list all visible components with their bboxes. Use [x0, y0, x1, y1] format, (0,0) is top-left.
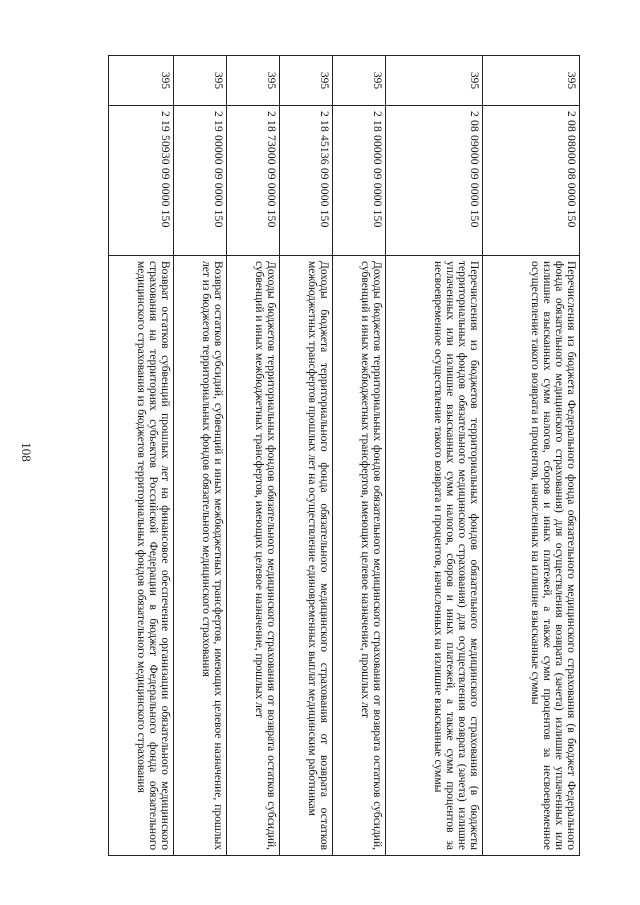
table-row [109, 56, 174, 856]
description-cell: Возврат остатков субвенций прошлых лет на финансовое обеспечение организации обязательного медицинского страхования на территориях субъектов Российской Федерации в бюджет Федерального фонда обязательного медицинского страхования из бюджетов территориальных фондов обязательного медицинского страхования [109, 256, 174, 856]
budget-code-cell: 2 18 00000 09 0000 150 [333, 106, 386, 256]
description-cell: Доходы бюджета территориального фонда обязательного медицинского страхования от возврата остатков межбюджетных трансфертов прошлых лет на осуществление единовременных выплат медицинским работникам [280, 256, 333, 856]
table-row [333, 56, 386, 856]
budget-code-cell: 2 19 50930 09 0000 150 [109, 106, 174, 256]
budget-code-cell: 2 19 00000 09 0000 150 [174, 106, 227, 256]
table-row [483, 56, 580, 856]
admin-code-cell: 395 [386, 56, 483, 106]
description-cell: Возврат остатков субсидий, субвенций и иных межбюджетных трансфертов, имеющих целевое назначение, прошлых лет из бюджетов территориальных фондов обязательного медицинского страхования [174, 256, 227, 856]
table-row [174, 56, 227, 856]
admin-code-cell: 395 [333, 56, 386, 106]
description-cell: Перечисления из бюджетов территориальных фондов обязательного медицинского страхования (в бюджеты территориальных фондов обязательного медицинского страхования) для осуществления возврата (зачета) излишне уплаченных или излишне взысканных сумм налогов, сборов и иных платежей, а также сумм процентов за несвоевременное осуществление такого возврата и процентов, начисленных на излишне взысканные суммы [386, 256, 483, 856]
description-cell: Перечисления из бюджета Федерального фонда обязательного медицинского страхования (в бюджет Федерального фонда обязательного медицинского страхования) для осуществления возврата (зачета) излишне уплаченных или излишне взысканных сумм налогов, сборов и иных платежей, а также сумм процентов за несвоевременное осуществление такого возврата и процентов, начисленных на излишне взысканные суммы [483, 256, 580, 856]
budget-code-cell: 2 08 08000 08 0000 150 [483, 106, 580, 256]
budget-code-cell: 2 18 73000 09 0000 150 [227, 106, 280, 256]
admin-code-cell: 395 [109, 56, 174, 106]
admin-code-cell: 395 [174, 56, 227, 106]
page-number: 108 [19, 442, 34, 462]
rotated-table-container [75, 55, 580, 855]
admin-code-cell: 395 [280, 56, 333, 106]
table-row [227, 56, 280, 856]
admin-code-cell: 395 [483, 56, 580, 106]
table-row [386, 56, 483, 856]
budget-code-cell: 2 18 45136 09 0000 150 [280, 106, 333, 256]
budget-codes-table [108, 55, 580, 856]
budget-code-cell: 2 08 09000 09 0000 150 [386, 106, 483, 256]
admin-code-cell: 395 [227, 56, 280, 106]
table-row [280, 56, 333, 856]
description-cell: Доходы бюджетов территориальных фондов обязательного медицинского страхования от возврата остатков субсидий, субвенций и иных межбюджетных трансфертов, имеющих целевое назначение, прошлых лет [227, 256, 280, 856]
description-cell: Доходы бюджетов территориальных фондов обязательного медицинского страхования от возврата остатков субсидий, субвенций и иных межбюджетных трансфертов, имеющих целевое назначение, прошлых лет [333, 256, 386, 856]
